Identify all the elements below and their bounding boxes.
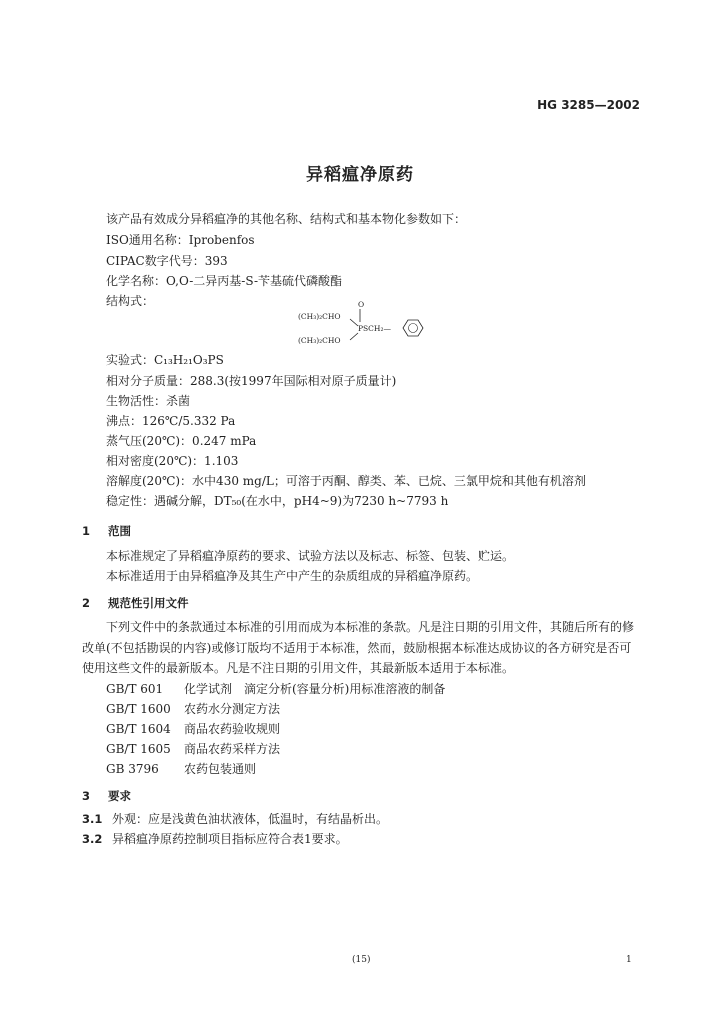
clause-3-2: 3.2 异稻瘟净原药控制项目指标应符合表1要求。 (82, 832, 348, 846)
document-title: 异稻瘟净原药 (306, 165, 414, 185)
phosphorus-sch2-label: PSCH₂— (358, 324, 391, 333)
section-heading-2: 2 规范性引用文件 (82, 596, 189, 610)
reference-item: GB/T 601 化学试剂 滴定分析(容量分析)用标准溶液的制备 (106, 682, 446, 696)
property-line: 生物活性：杀菌 (106, 394, 191, 408)
benzene-ring-icon (298, 300, 438, 352)
standard-number: HG 3285—2002 (537, 98, 640, 112)
intro-line: ISO通用名称：Iprobenfos (106, 233, 255, 247)
section-heading-1: 1 范围 (82, 524, 131, 538)
property-line: 稳定性：遇碱分解，DT₅₀(在水中，pH4~9)为7230 h~7793 h (106, 494, 449, 508)
clause-3-1: 3.1 外观：应是浅黄色油状液体，低温时，有结晶析出。 (82, 812, 389, 826)
property-line: 实验式：C₁₃H₂₁O₃PS (106, 353, 224, 367)
reference-item: GB/T 1600 农药水分测定方法 (106, 702, 281, 716)
structural-formula (298, 300, 438, 352)
property-line: 蒸气压(20℃)：0.247 mPa (106, 434, 257, 448)
footer-page-number: 1 (626, 955, 632, 965)
isopropoxy-group-1: (CH₃)₂CHO (298, 312, 341, 321)
intro-line: 结构式： (106, 294, 155, 308)
footer-page-marker: (15) (352, 955, 371, 965)
section-2-paragraph: 下列文件中的条款通过本标准的引用而成为本标准的条款。凡是注日期的引用文件，其随后所有的修改单(不包括勘误的内容)或修订版均不适用于本标准，然而，鼓励根据本标准达成协议的各方研究是否可使用这些文件的最新版本。凡是不注日期的引用文件，其最新版本适用于本标准。 (82, 620, 635, 675)
section-1-paragraph: 本标准适用于由异稻瘟净及其生产中产生的杂质组成的异稻瘟净原药。 (106, 569, 479, 583)
property-line: 相对密度(20℃)：1.103 (106, 454, 239, 468)
section-1-paragraph: 本标准规定了异稻瘟净原药的要求、试验方法以及标志、标签、包装、贮运。 (106, 549, 515, 563)
property-line: 相对分子质量：288.3(按1997年国际相对原子质量计) (106, 374, 397, 388)
isopropoxy-group-2: (CH₃)₂CHO (298, 336, 341, 345)
intro-line: 化学名称：O,O-二异丙基-S-苄基硫代磷酸酯 (106, 274, 343, 288)
property-line: 沸点：126℃/5.332 Pa (106, 414, 236, 428)
oxygen-label: O (358, 300, 365, 309)
section-heading-3: 3 要求 (82, 789, 131, 803)
intro-line: 该产品有效成分异稻瘟净的其他名称、结构式和基本物化参数如下： (106, 212, 467, 226)
reference-item: GB/T 1604 商品农药验收规则 (106, 722, 281, 736)
intro-line: CIPAC数字代号：393 (106, 254, 228, 268)
reference-item: GB/T 1605 商品农药采样方法 (106, 742, 281, 756)
reference-item: GB 3796 农药包装通则 (106, 762, 257, 776)
property-line: 溶解度(20℃)：水中430 mg/L；可溶于丙酮、醇类、苯、已烷、三氯甲烷和其他有机溶剂 (106, 474, 586, 488)
